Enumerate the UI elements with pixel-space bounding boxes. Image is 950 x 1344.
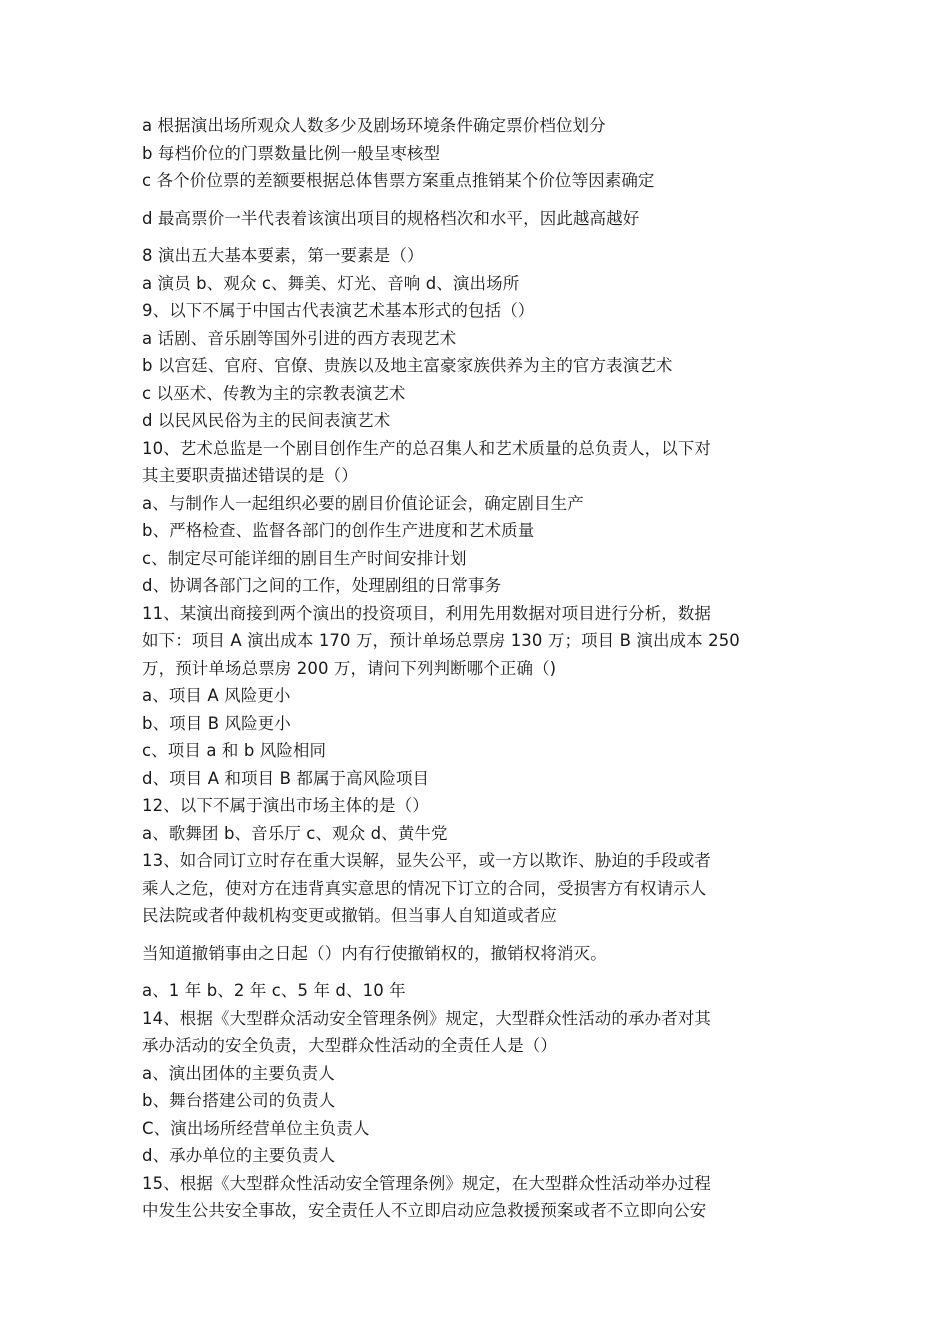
- text-line-17: d、协调各部门之间的工作，处理剧组的日常事务: [142, 576, 502, 595]
- text-line-14: a、与制作人一起组织必要的剧目价值论证会，确定剧目生产: [142, 493, 584, 513]
- text-line-15: b、严格检查、监督各部门的创作生产进度和艺术质量: [142, 521, 535, 540]
- text-line-24: d、项目 A 和项目 B 都属于高风险项目: [142, 768, 430, 788]
- text-line-36: C、演出场所经营单位主负责人: [142, 1118, 370, 1138]
- text-line-16: c、制定尽可能详细的剧目生产时间安排计划: [142, 548, 467, 568]
- text-line-25: 12、以下不属于演出市场主体的是（）: [142, 796, 429, 815]
- text-line-28: 乘人之危，使对方在违背真实意思的情况下订立的合同，受损害方有权请示人: [142, 878, 707, 898]
- text-line-34: a、演出团体的主要负责人: [142, 1063, 335, 1083]
- text-line-35: b、舞台搭建公司的负责人: [142, 1091, 336, 1110]
- text-line-7: 9、以下不属于中国古代表演艺术基本形式的包括（）: [142, 301, 535, 320]
- text-line-1: a 根据演出场所观众人数多少及剧场环境条件确定票价档位划分: [142, 116, 606, 135]
- text-line-31: a、1 年 b、2 年 c、5 年 d、10 年: [142, 981, 406, 1000]
- text-line-27: 13、如合同订立时存在重大误解，显失公平，或一方以欺诈、胁迫的手段或者: [142, 851, 711, 870]
- text-line-2: b 每档价位的门票数量比例一般呈枣核型: [142, 143, 441, 163]
- text-line-22: b、项目 B 风险更小: [142, 713, 291, 733]
- text-line-23: c、项目 a 和 b 风险相同: [142, 741, 327, 760]
- text-line-21: a、项目 A 风险更小: [142, 686, 291, 705]
- text-line-33: 承办活动的安全负责，大型群众性活动的全责任人是（）: [142, 1036, 557, 1055]
- text-line-13: 其主要职责描述错误的是（）: [142, 466, 358, 485]
- text-line-29: 民法院或者仲裁机构变更或撤销。但当事人自知道或者应: [142, 906, 557, 925]
- text-line-10: c 以巫术、传教为主的宗教表演艺术: [142, 383, 406, 403]
- text-line-18: 11、某演出商接到两个演出的投资项目，利用先用数据对项目进行分析，数据: [142, 603, 711, 623]
- text-line-11: d 以民风民俗为主的民间表演艺术: [142, 411, 391, 430]
- text-line-37: d、承办单位的主要负责人: [142, 1146, 336, 1165]
- text-line-26: a、歌舞团 b、音乐厅 c、观众 d、黄牛党: [142, 823, 448, 843]
- text-line-19: 如下：项目 A 演出成本 170 万，预计单场总票房 130 万；项目 B 演出成本 250: [142, 631, 740, 650]
- text-line-5: 8 演出五大基本要素，第一要素是（）: [142, 246, 424, 265]
- text-line-32: 14、根据《大型群众活动安全管理条例》规定，大型群众性活动的承办者对其: [142, 1008, 711, 1028]
- document-page: [142, 112, 802, 1225]
- text-line-20: 万，预计单场总票房 200 万，请问下列判断哪个正确（): [142, 658, 557, 678]
- text-line-9: b 以宫廷、官府、官僚、贵族以及地主富豪家族供养为主的官方表演艺术: [142, 356, 673, 375]
- text-line-8: a 话剧、音乐剧等国外引进的西方表现艺术: [142, 328, 457, 348]
- text-line-38: 15、根据《大型群众性活动安全管理条例》规定，在大型群众性活动举办过程: [142, 1173, 711, 1193]
- text-line-30: 当知道撤销事由之日起（）内有行使撤销权的，撤销权将消灭。: [142, 943, 607, 963]
- text-line-4: d 最高票价一半代表着该演出项目的规格档次和水平，因此越高越好: [142, 208, 640, 228]
- text-line-39: 中发生公共安全事故，安全责任人不立即启动应急救援预案或者不立即向公安: [142, 1201, 707, 1220]
- text-line-12: 10、艺术总监是一个剧目创作生产的总召集人和艺术质量的总负责人，以下对: [142, 438, 711, 458]
- text-line-6: a 演员 b、观众 c、舞美、灯光、音响 d、演出场所: [142, 273, 520, 293]
- text-line-3: c 各个价位票的差额要根据总体售票方案重点推销某个价位等因素确定: [142, 171, 655, 190]
